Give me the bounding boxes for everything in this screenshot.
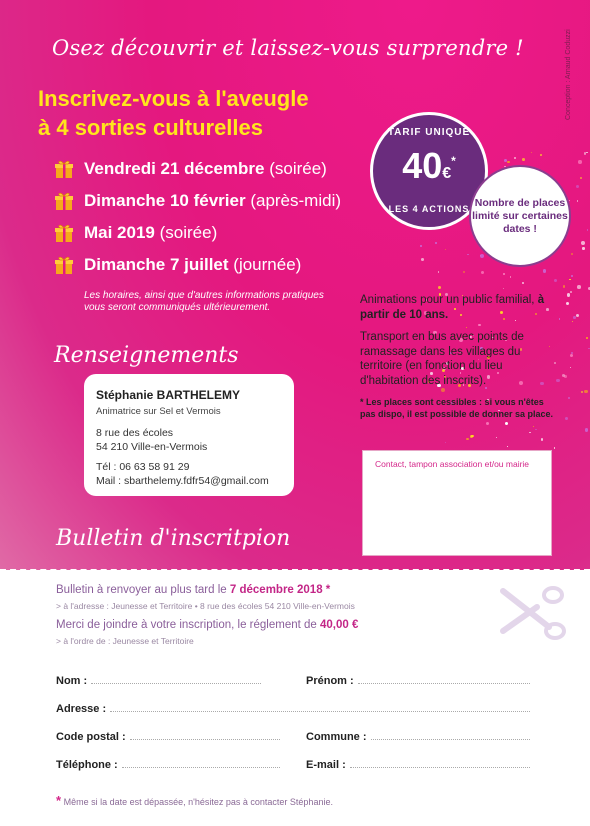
confetti-dot	[507, 446, 508, 447]
confetti-dot	[463, 271, 466, 274]
confetti-dot	[570, 291, 572, 293]
confetti-dot	[572, 321, 573, 322]
payment-text: Merci de joindre à votre inscription, le réglement de	[56, 619, 317, 631]
transport-info: Transport en bus avec points de ramassage dans les villages du territoire (en fonction du lieu d'habitation des inscrits).	[360, 331, 524, 387]
contact-name: Stéphanie BARTHELEMY	[96, 388, 241, 402]
confetti-dot	[478, 324, 480, 326]
confetti-dot	[581, 241, 585, 245]
email-field[interactable]	[306, 757, 530, 771]
code-postal-input-line[interactable]	[130, 729, 280, 740]
confetti-dot	[480, 254, 484, 258]
confetti-dot	[507, 161, 509, 163]
gift-icon	[54, 159, 74, 179]
confetti-dot	[514, 157, 516, 159]
event-moment: (journée)	[233, 255, 302, 274]
headline-line-2: à 4 sorties culturelles	[38, 115, 263, 140]
send-address: > à l'adresse : Jeunesse et Territoire • 8 rue des écoles 54 210 Ville-en-Vermois	[56, 601, 355, 611]
confetti-dot	[563, 285, 565, 287]
confetti-dot	[496, 437, 498, 439]
payment-instructions	[56, 619, 358, 631]
confetti-dot	[543, 269, 547, 273]
footnote-star: *	[56, 793, 62, 808]
confetti-dot	[510, 276, 511, 277]
confetti-dot	[470, 435, 473, 438]
renseignements-title: Renseignements	[54, 343, 239, 368]
confetti-dot	[522, 282, 524, 284]
send-deadline: 7 décembre 2018 *	[229, 584, 331, 596]
confetti-dot	[566, 302, 569, 305]
confetti-dot	[438, 271, 440, 273]
send-text: Bulletin à renvoyer au plus tard le	[56, 584, 227, 596]
confetti-dot	[577, 285, 581, 289]
confetti-dot	[486, 422, 489, 425]
nom-label: Nom :	[56, 675, 88, 687]
confetti-dot	[531, 152, 532, 153]
headline-line-1: Inscrivez-vous à l'aveugle	[38, 86, 309, 111]
email-input-line[interactable]	[350, 757, 530, 768]
badge-upper-text: TARIF UNIQUE	[387, 127, 471, 138]
event-item	[54, 188, 341, 214]
confetti-dot	[581, 391, 583, 393]
confetti-dot	[570, 354, 573, 357]
gift-icon	[54, 223, 74, 243]
design-credit: Conception : Arnaud Coduzzi	[565, 29, 572, 120]
bulletin-title: Bulletin d'inscritpion	[56, 526, 291, 551]
audience-info	[360, 293, 560, 322]
headline	[38, 84, 309, 142]
event-moment: (soirée)	[269, 159, 327, 178]
confetti-dot	[533, 426, 534, 427]
event-date: Dimanche 7 juillet	[84, 255, 229, 274]
confetti-dot	[586, 152, 587, 153]
confetti-dot	[565, 417, 568, 420]
confetti-dot	[445, 442, 446, 443]
badge-price	[373, 145, 485, 187]
payment-amount: 40,00 €	[320, 619, 359, 631]
confetti-dot	[576, 314, 580, 318]
email-label: E-mail :	[306, 759, 346, 771]
event-date: Mai 2019	[84, 223, 155, 242]
confetti-dot	[567, 293, 570, 296]
adresse-input-line[interactable]	[110, 701, 530, 712]
event-moment: (soirée)	[159, 223, 218, 242]
places-note	[469, 165, 571, 267]
confetti-dot	[438, 286, 441, 289]
badge-lower-text: LES 4 ACTIONS	[388, 204, 470, 214]
badge-price-value: 40	[402, 145, 443, 186]
confetti-dot	[541, 438, 544, 441]
confetti-dot	[466, 327, 467, 328]
confetti-dot	[481, 271, 484, 274]
confetti-dot	[570, 367, 571, 368]
confetti-dot	[540, 154, 542, 156]
event-item	[54, 252, 301, 278]
contact-address-1: 8 rue des écoles	[96, 427, 174, 439]
confetti-dot	[421, 258, 424, 261]
confetti-dot	[585, 428, 589, 432]
badge-asterisk: *	[451, 154, 456, 168]
confetti-dot	[467, 254, 469, 256]
prenom-input-line[interactable]	[358, 673, 530, 684]
schedule-note: Les horaires, ainsi que d'autres informations pratiques vous seront communiqués ultérieurement.	[84, 290, 324, 313]
confetti-dot	[554, 447, 555, 448]
confetti-dot	[505, 422, 508, 425]
confetti-dot	[503, 273, 505, 275]
contact-address-2: 54 210 Ville-en-Vermois	[96, 441, 208, 453]
tagline: Osez découvrir et laissez-vous surprendre !	[52, 36, 524, 60]
confetti-dot	[441, 388, 445, 392]
confetti-dot	[420, 245, 422, 247]
event-date: Dimanche 10 février	[84, 191, 246, 210]
confetti-dot	[587, 229, 588, 230]
confetti-dot	[571, 275, 573, 277]
confetti-dot	[522, 158, 525, 161]
confetti-dot	[580, 177, 582, 179]
footnote	[56, 793, 333, 808]
commune-input-line[interactable]	[371, 729, 531, 740]
event-item	[54, 156, 327, 182]
telephone-label: Téléphone :	[56, 759, 118, 771]
confetti-dot	[573, 316, 576, 319]
confetti-dot	[586, 337, 588, 339]
places-note-text: Nombre de places limité sur certaines dates !	[472, 196, 568, 235]
gift-icon	[54, 191, 74, 211]
gift-icon	[54, 255, 74, 275]
badge-currency: €	[442, 165, 452, 182]
confetti-dot	[577, 200, 579, 202]
nom-input-line[interactable]	[91, 673, 261, 684]
nom-field[interactable]	[56, 673, 261, 687]
scissors-icon	[497, 583, 567, 641]
contact-role: Animatrice sur Sel et Vermois	[96, 406, 221, 417]
confetti-dot	[435, 242, 437, 244]
contact-mail: Mail : sbarthelemy.fdfr54@gmail.com	[96, 475, 269, 487]
event-moment: (après-midi)	[250, 191, 342, 210]
telephone-field[interactable]	[56, 757, 280, 771]
event-item	[54, 220, 217, 246]
audience-text: Animations pour un public familial,	[360, 294, 535, 306]
confetti-dot	[584, 390, 588, 394]
confetti-dot	[504, 159, 507, 162]
payment-order: > à l'ordre de : Jeunesse et Territoire	[56, 636, 194, 646]
contact-phone: Tél : 06 63 58 91 29	[96, 461, 190, 473]
prenom-field[interactable]	[306, 673, 530, 687]
stamp-box	[362, 450, 552, 556]
confetti-dot	[466, 438, 468, 440]
adresse-label: Adresse :	[56, 703, 107, 715]
confetti-dot	[568, 397, 570, 399]
confetti-dot	[569, 279, 570, 280]
confetti-dot	[535, 429, 537, 431]
code-postal-label: Code postal :	[56, 731, 126, 743]
cut-line	[0, 569, 590, 571]
confetti-dot	[445, 249, 446, 250]
footnote-text: Même si la date est dépassée, n'hésitez pas à contacter Stéphanie.	[63, 797, 333, 807]
confetti-dot	[582, 247, 584, 249]
prenom-label: Prénom :	[306, 675, 354, 687]
telephone-input-line[interactable]	[122, 757, 280, 768]
confetti-dot	[503, 288, 504, 289]
transferable-note: * Les places sont cessibles : si vous n'êtes pas dispo, il est possible de donner sa place.	[360, 397, 554, 419]
commune-field[interactable]	[306, 729, 530, 743]
adresse-field[interactable]	[56, 701, 530, 715]
stamp-label: Contact, tampon association et/ou mairie	[375, 459, 530, 469]
contact-card	[84, 374, 294, 496]
confetti-dot	[578, 160, 581, 163]
send-instructions	[56, 584, 330, 596]
audience-age: à partir de 10 ans.	[360, 294, 545, 321]
confetti-dot	[571, 253, 573, 255]
confetti-dot	[554, 279, 557, 282]
code-postal-field[interactable]	[56, 729, 280, 743]
confetti-dot	[529, 432, 530, 433]
commune-label: Commune :	[306, 731, 367, 743]
confetti-dot	[576, 185, 579, 188]
event-date: Vendredi 21 décembre	[84, 159, 265, 178]
